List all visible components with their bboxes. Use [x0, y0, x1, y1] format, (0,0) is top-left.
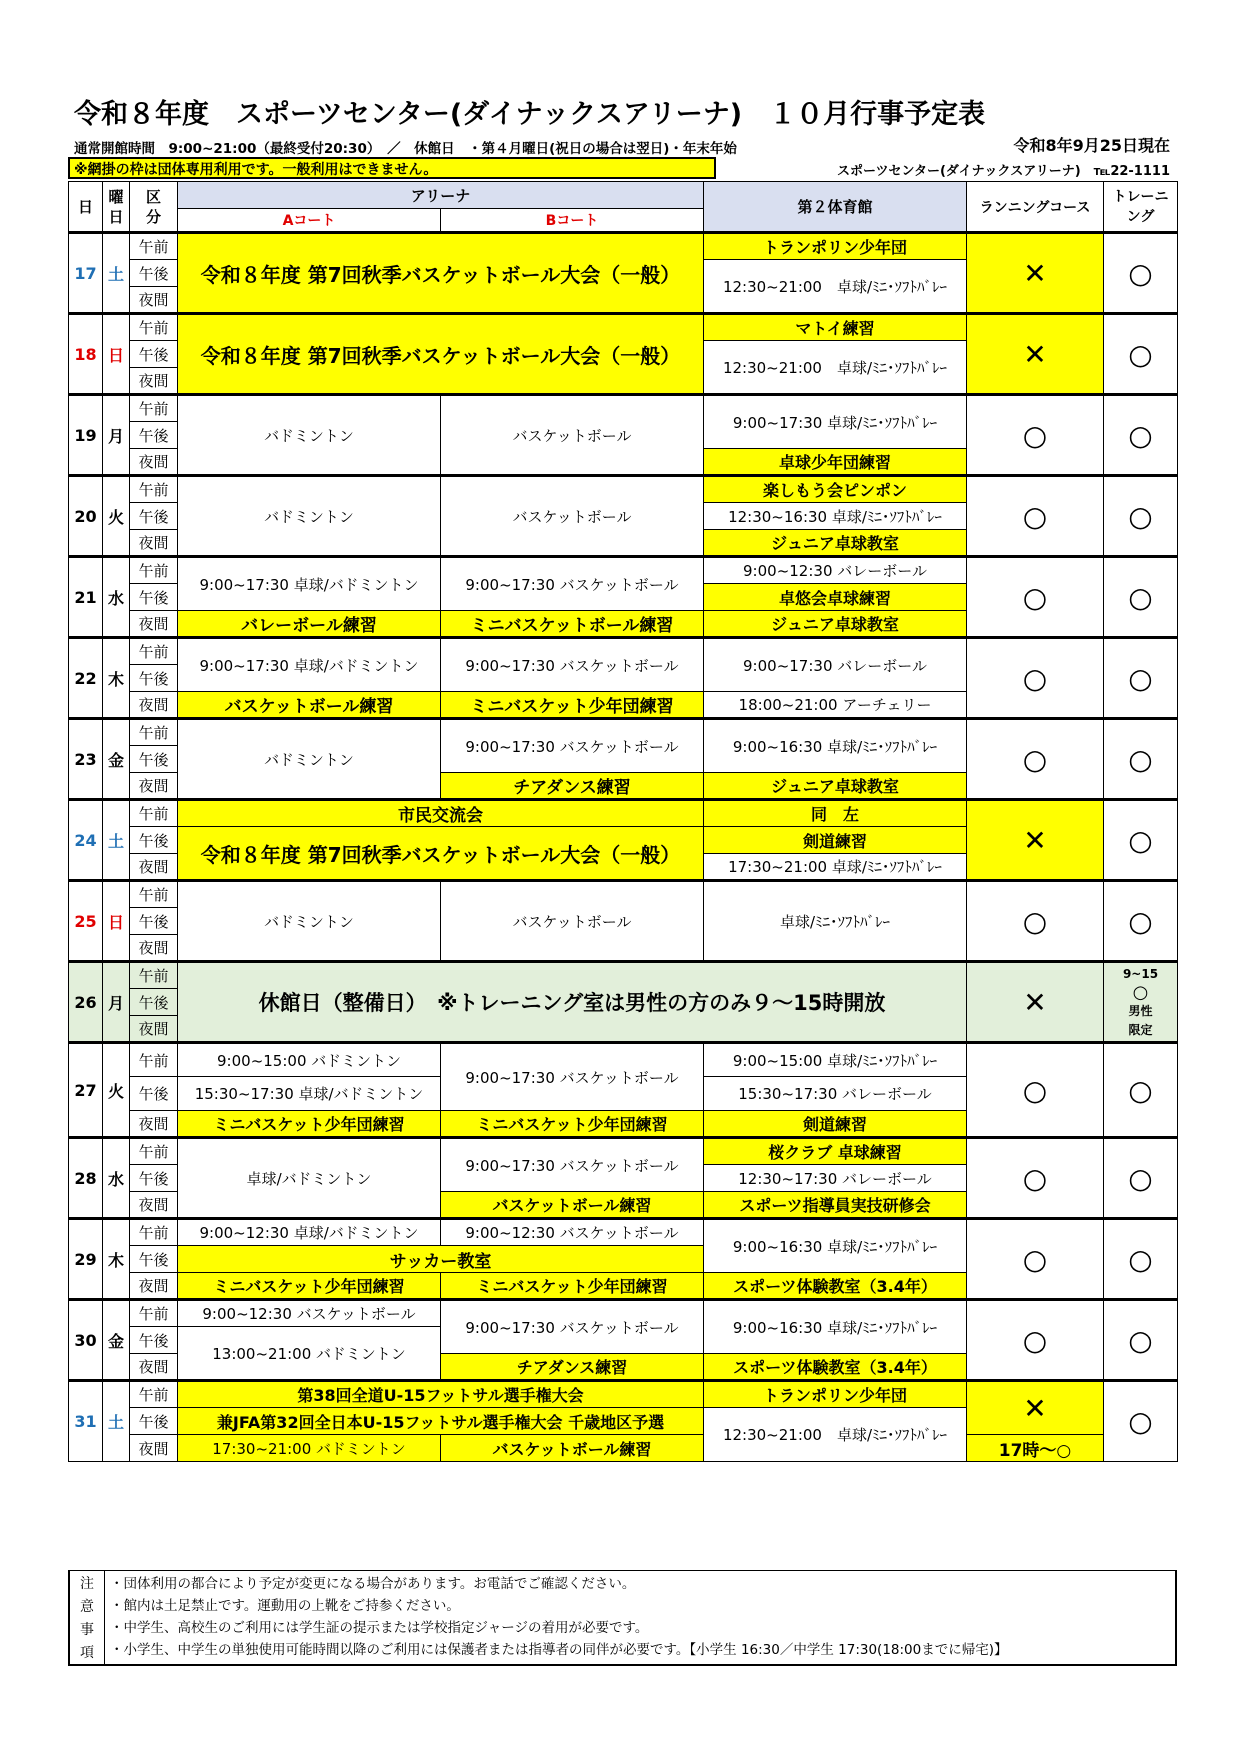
weekday-cell: 土: [103, 233, 130, 314]
slot-night: 夜間: [130, 449, 178, 476]
slot-afternoon: 午後: [130, 1408, 178, 1435]
running-mark: ✕: [967, 233, 1104, 314]
arena-event: 令和８年度 第7回秋季バスケットボール大会（一般）: [178, 233, 704, 314]
header-gym2: 第２体育館: [704, 182, 967, 233]
weekday-cell: 月: [103, 395, 130, 476]
page-title: 令和８年度 スポーツセンター(ダイナックスアリーナ) １０月行事予定表: [74, 99, 986, 130]
slot-night: 夜間: [130, 854, 178, 881]
gym2-cell: 9:00~15:00 卓球/ﾐﾆ･ｿﾌﾄﾊﾞﾚｰ: [704, 1043, 967, 1077]
training-limited: [1104, 962, 1178, 1043]
weekday-cell: 火: [103, 476, 130, 557]
slot-morning: 午前: [130, 1381, 178, 1408]
court-a-cell: バドミントン: [178, 881, 441, 962]
training-mark: ○: [1104, 314, 1178, 395]
slot-morning: 午前: [130, 1219, 178, 1246]
gym2-cell: 12:30~17:30 バレーボール: [704, 1165, 967, 1192]
gym2-cell: 9:00~17:30 卓球/ﾐﾆ･ｿﾌﾄﾊﾞﾚｰ: [704, 395, 967, 449]
weekday-cell: 土: [103, 1381, 130, 1462]
training-mark: ○: [1104, 1138, 1178, 1219]
slot-night: 夜間: [130, 1111, 178, 1138]
gym2-cell: トランポリン少年団: [704, 1381, 967, 1408]
table-row: [69, 881, 1178, 908]
notes-section: [68, 1570, 1177, 1666]
header-section: 区分: [130, 182, 178, 233]
gym2-cell: 9:00~17:30 バレーボール: [704, 638, 967, 692]
notes-label: [70, 1571, 105, 1664]
running-mark: ○: [967, 719, 1104, 800]
weekday-cell: 木: [103, 638, 130, 719]
court-b-cell: バスケットボール練習: [441, 1435, 704, 1462]
table-row: [69, 314, 1178, 341]
slot-morning: 午前: [130, 557, 178, 584]
running-mark: ○: [967, 395, 1104, 476]
table-row: [69, 962, 1178, 989]
training-mark: ○: [1104, 800, 1178, 881]
slot-afternoon: 午後: [130, 1327, 178, 1354]
gym2-cell: 楽しもう会ピンポン: [704, 476, 967, 503]
running-note: 17時～○: [967, 1435, 1104, 1462]
table-row: [69, 395, 1178, 422]
slot-night: 夜間: [130, 935, 178, 962]
slot-morning: 午前: [130, 881, 178, 908]
header-weekday: 曜日: [103, 182, 130, 233]
weekday-cell: 金: [103, 719, 130, 800]
date-cell: 19: [69, 395, 103, 476]
gym2-cell: ジュニア卓球教室: [704, 611, 967, 638]
notes-label-char: 注: [80, 1575, 94, 1592]
training-mark: ○: [1132, 981, 1149, 1003]
gym2-cell: 卓悠会卓球練習: [704, 584, 967, 611]
gym2-cell: 17:30~21:00 卓球/ﾐﾆ･ｿﾌﾄﾊﾞﾚｰ: [704, 854, 967, 881]
date-cell: 25: [69, 881, 103, 962]
court-b-cell: 9:00~17:30 バスケットボール: [441, 638, 704, 692]
slot-night: 夜間: [130, 1016, 178, 1043]
table-row: [69, 476, 1178, 503]
running-mark: ○: [967, 557, 1104, 638]
gym2-cell: スポーツ体験教室（3.4年）: [704, 1354, 967, 1381]
slot-morning: 午前: [130, 800, 178, 827]
running-mark: ○: [967, 476, 1104, 557]
gym2-cell: 剣道練習: [704, 1111, 967, 1138]
table-row: [69, 719, 1178, 746]
slot-night: 夜間: [130, 1273, 178, 1300]
slot-night: 夜間: [130, 368, 178, 395]
date-cell: 17: [69, 233, 103, 314]
weekday-cell: 水: [103, 557, 130, 638]
table-row: [69, 1138, 1178, 1165]
weekday-cell: 火: [103, 1043, 130, 1138]
gym2-cell: 15:30~17:30 バレーボール: [704, 1077, 967, 1111]
gym2-cell: ジュニア卓球教室: [704, 530, 967, 557]
gym2-cell: 9:00~16:30 卓球/ﾐﾆ･ｿﾌﾄﾊﾞﾚｰ: [704, 1300, 967, 1354]
slot-afternoon: 午後: [130, 422, 178, 449]
court-a-cell: バドミントン: [178, 395, 441, 476]
date-cell: 27: [69, 1043, 103, 1138]
arena-event: 第38回全道U-15フットサル選手権大会: [178, 1381, 704, 1408]
court-b-cell: 9:00~17:30 バスケットボール: [441, 719, 704, 773]
court-a-cell: 9:00~12:30 卓球/バドミントン: [178, 1219, 441, 1246]
table-row: [69, 1300, 1178, 1327]
date-cell: 21: [69, 557, 103, 638]
gym2-cell: 12:30~21:00 卓球/ﾐﾆ･ｿﾌﾄﾊﾞﾚｰ: [704, 341, 967, 395]
gym2-cell: 剣道練習: [704, 827, 967, 854]
slot-night: 夜間: [130, 1354, 178, 1381]
training-mark: ○: [1104, 881, 1178, 962]
court-b-cell: ミニバスケット少年団練習: [441, 1111, 704, 1138]
as-of-date: 令和8年9月25日現在: [1013, 136, 1170, 155]
table-row: [69, 1219, 1178, 1246]
court-a-cell: 9:00~15:00 バドミントン: [178, 1043, 441, 1077]
slot-afternoon: 午後: [130, 341, 178, 368]
weekday-cell: 金: [103, 1300, 130, 1381]
court-b-cell: ミニバスケットボール練習: [441, 611, 704, 638]
slot-morning: 午前: [130, 962, 178, 989]
schedule-table: [68, 181, 1178, 1462]
court-b-cell: チアダンス練習: [441, 1354, 704, 1381]
training-mark: ○: [1104, 1043, 1178, 1138]
slot-night: 夜間: [130, 530, 178, 557]
slot-night: 夜間: [130, 1435, 178, 1462]
slot-morning: 午前: [130, 1300, 178, 1327]
running-mark: ○: [967, 638, 1104, 719]
date-cell: 26: [69, 962, 103, 1043]
court-a-cell: 9:00~17:30 卓球/バドミントン: [178, 638, 441, 692]
closed-day-notice: 休館日（整備日） ※トレーニング室は男性の方のみ９～15時開放: [178, 962, 967, 1043]
training-mark: ○: [1104, 1219, 1178, 1300]
weekday-cell: 水: [103, 1138, 130, 1219]
date-cell: 28: [69, 1138, 103, 1219]
header-running: ランニングコース: [967, 182, 1104, 233]
court-b-cell: バスケットボール: [441, 476, 704, 557]
header-court-a: Aコート: [178, 209, 441, 233]
facility-tel: スポーツセンター(ダイナックスアリーナ) ℡22-1111: [837, 164, 1170, 179]
weekday-cell: 土: [103, 800, 130, 881]
arena-event: サッカー教室: [178, 1246, 704, 1273]
slot-morning: 午前: [130, 638, 178, 665]
slot-morning: 午前: [130, 719, 178, 746]
running-mark: ✕: [967, 314, 1104, 395]
slot-night: 夜間: [130, 611, 178, 638]
gym2-cell: ジュニア卓球教室: [704, 773, 967, 800]
court-a-cell: バスケットボール練習: [178, 692, 441, 719]
training-mark: ○: [1104, 395, 1178, 476]
group-use-notice: ※網掛の枠は団体専用利用です。一般利用はできません。: [68, 157, 716, 179]
notes-label-char: 項: [80, 1645, 94, 1662]
training-mark: ○: [1104, 557, 1178, 638]
date-cell: 31: [69, 1381, 103, 1462]
slot-afternoon: 午後: [130, 584, 178, 611]
date-cell: 23: [69, 719, 103, 800]
note-line: ・中学生、高校生のご利用には学生証の提示または学校指定ジャージの着用が必要です。: [110, 1620, 649, 1636]
court-b-cell: バスケットボール練習: [441, 1192, 704, 1219]
running-mark: ○: [967, 1219, 1104, 1300]
training-mark: ○: [1104, 1300, 1178, 1381]
header-arena: アリーナ: [178, 182, 704, 209]
note-line: ・館内は土足禁止です。運動用の上靴をご持参ください。: [110, 1598, 460, 1614]
court-b-cell: ミニバスケット少年団練習: [441, 692, 704, 719]
court-a-cell: バドミントン: [178, 719, 441, 800]
slot-afternoon: 午後: [130, 1077, 178, 1111]
court-a-cell: バレーボール練習: [178, 611, 441, 638]
court-b-cell: バスケットボール: [441, 395, 704, 476]
header-training: トレーニング: [1104, 182, 1178, 233]
notes-label-char: 事: [80, 1622, 94, 1639]
arena-event: 兼JFA第32回全日本U-15フットサル選手権大会 千歳地区予選: [178, 1408, 704, 1435]
slot-afternoon: 午後: [130, 503, 178, 530]
running-mark: ○: [967, 1043, 1104, 1138]
slot-night: 夜間: [130, 773, 178, 800]
gym2-cell: スポーツ体験教室（3.4年）: [704, 1273, 967, 1300]
court-a-cell: 15:30~17:30 卓球/バドミントン: [178, 1077, 441, 1111]
court-b-cell: 9:00~12:30 バスケットボール: [441, 1219, 704, 1246]
court-a-cell: ミニバスケット少年団練習: [178, 1273, 441, 1300]
court-b-cell: 9:00~17:30 バスケットボール: [441, 557, 704, 611]
slot-afternoon: 午後: [130, 827, 178, 854]
gym2-cell: 桜クラブ 卓球練習: [704, 1138, 967, 1165]
running-mark: ✕: [967, 800, 1104, 881]
court-a-cell: 17:30~21:00 バドミントン: [178, 1435, 441, 1462]
gym2-cell: マトイ練習: [704, 314, 967, 341]
date-cell: 24: [69, 800, 103, 881]
slot-afternoon: 午後: [130, 665, 178, 692]
training-note: 男性: [1128, 1003, 1153, 1018]
header-court-b: Bコート: [441, 209, 704, 233]
table-row: [69, 557, 1178, 584]
weekday-cell: 日: [103, 881, 130, 962]
slot-afternoon: 午後: [130, 1246, 178, 1273]
gym2-cell: 9:00~16:30 卓球/ﾐﾆ･ｿﾌﾄﾊﾞﾚｰ: [704, 1219, 967, 1273]
court-a-cell: 卓球/バドミントン: [178, 1138, 441, 1219]
court-b-cell: 9:00~17:30 バスケットボール: [441, 1300, 704, 1354]
court-b-cell: 9:00~17:30 バスケットボール: [441, 1043, 704, 1111]
gym2-cell: 12:30~21:00 卓球/ﾐﾆ･ｿﾌﾄﾊﾞﾚｰ: [704, 260, 967, 314]
note-line: ・団体利用の都合により予定が変更になる場合があります。お電話でご確認ください。: [110, 1576, 636, 1592]
slot-night: 夜間: [130, 287, 178, 314]
notes-label-char: 意: [80, 1598, 94, 1615]
table-row: [69, 233, 1178, 260]
court-a-cell: 9:00~12:30 バスケットボール: [178, 1300, 441, 1327]
table-row: [69, 1381, 1178, 1408]
gym2-cell: スポーツ指導員実技研修会: [704, 1192, 967, 1219]
date-cell: 22: [69, 638, 103, 719]
slot-morning: 午前: [130, 314, 178, 341]
court-b-cell: バスケットボール: [441, 881, 704, 962]
gym2-cell: 同 左: [704, 800, 967, 827]
gym2-cell: 18:00~21:00 アーチェリー: [704, 692, 967, 719]
gym2-cell: 12:30~21:00 卓球/ﾐﾆ･ｿﾌﾄﾊﾞﾚｰ: [704, 1408, 967, 1462]
slot-morning: 午前: [130, 395, 178, 422]
court-a-cell: 9:00~17:30 卓球/バドミントン: [178, 557, 441, 611]
date-cell: 29: [69, 1219, 103, 1300]
weekday-cell: 日: [103, 314, 130, 395]
arena-event: 市民交流会: [178, 800, 704, 827]
date-cell: 18: [69, 314, 103, 395]
table-row: [69, 1043, 1178, 1077]
notes-lines: [110, 1573, 1008, 1661]
training-time: 9~15: [1122, 966, 1159, 981]
slot-morning: 午前: [130, 1043, 178, 1077]
table-row: [69, 638, 1178, 665]
court-a-cell: バドミントン: [178, 476, 441, 557]
court-b-cell: 9:00~17:30 バスケットボール: [441, 1138, 704, 1192]
slot-morning: 午前: [130, 1138, 178, 1165]
training-mark: ○: [1104, 1381, 1178, 1462]
slot-night: 夜間: [130, 1192, 178, 1219]
weekday-cell: 木: [103, 1219, 130, 1300]
gym2-cell: 卓球/ﾐﾆ･ｿﾌﾄﾊﾞﾚｰ: [704, 881, 967, 962]
arena-event: 令和８年度 第7回秋季バスケットボール大会（一般）: [178, 314, 704, 395]
weekday-cell: 月: [103, 962, 130, 1043]
gym2-cell: 12:30~16:30 卓球/ﾐﾆ･ｿﾌﾄﾊﾞﾚｰ: [704, 503, 967, 530]
gym2-cell: トランポリン少年団: [704, 233, 967, 260]
opening-hours: 通常開館時間 9:00~21:00（最終受付20:30） ／ 休館日 ・第４月曜日(祝日の場合は翌日)・年末年始: [74, 141, 737, 157]
running-mark: ○: [967, 1138, 1104, 1219]
court-b-cell: チアダンス練習: [441, 773, 704, 800]
training-mark: ○: [1104, 233, 1178, 314]
arena-event: 令和８年度 第7回秋季バスケットボール大会（一般）: [178, 827, 704, 881]
slot-afternoon: 午後: [130, 260, 178, 287]
gym2-cell: 9:00~16:30 卓球/ﾐﾆ･ｿﾌﾄﾊﾞﾚｰ: [704, 719, 967, 773]
court-a-cell: ミニバスケット少年団練習: [178, 1111, 441, 1138]
running-mark: ○: [967, 881, 1104, 962]
training-note: 限定: [1128, 1022, 1153, 1037]
training-mark: ○: [1104, 638, 1178, 719]
slot-afternoon: 午後: [130, 746, 178, 773]
court-b-cell: ミニバスケット少年団練習: [441, 1273, 704, 1300]
slot-afternoon: 午後: [130, 1165, 178, 1192]
slot-afternoon: 午後: [130, 908, 178, 935]
court-a-cell: 13:00~21:00 バドミントン: [178, 1327, 441, 1381]
slot-afternoon: 午後: [130, 989, 178, 1016]
date-cell: 30: [69, 1300, 103, 1381]
gym2-cell: 9:00~12:30 バレーボール: [704, 557, 967, 584]
training-mark: ○: [1104, 476, 1178, 557]
gym2-cell: 卓球少年団練習: [704, 449, 967, 476]
table-row: [69, 800, 1178, 827]
slot-morning: 午前: [130, 233, 178, 260]
table-header-row: [69, 182, 1178, 209]
running-mark: ✕: [967, 1381, 1104, 1435]
running-mark: ✕: [967, 962, 1104, 1043]
running-mark: ○: [967, 1300, 1104, 1381]
slot-morning: 午前: [130, 476, 178, 503]
header-day: 日: [69, 182, 103, 233]
training-mark: ○: [1104, 719, 1178, 800]
slot-night: 夜間: [130, 692, 178, 719]
note-line: ・小学生、中学生の単独使用可能時間以降のご利用には保護者または指導者の同伴が必要です。【小学生 16:30／中学生 17:30(18:00までに帰宅)】: [110, 1642, 1008, 1658]
date-cell: 20: [69, 476, 103, 557]
